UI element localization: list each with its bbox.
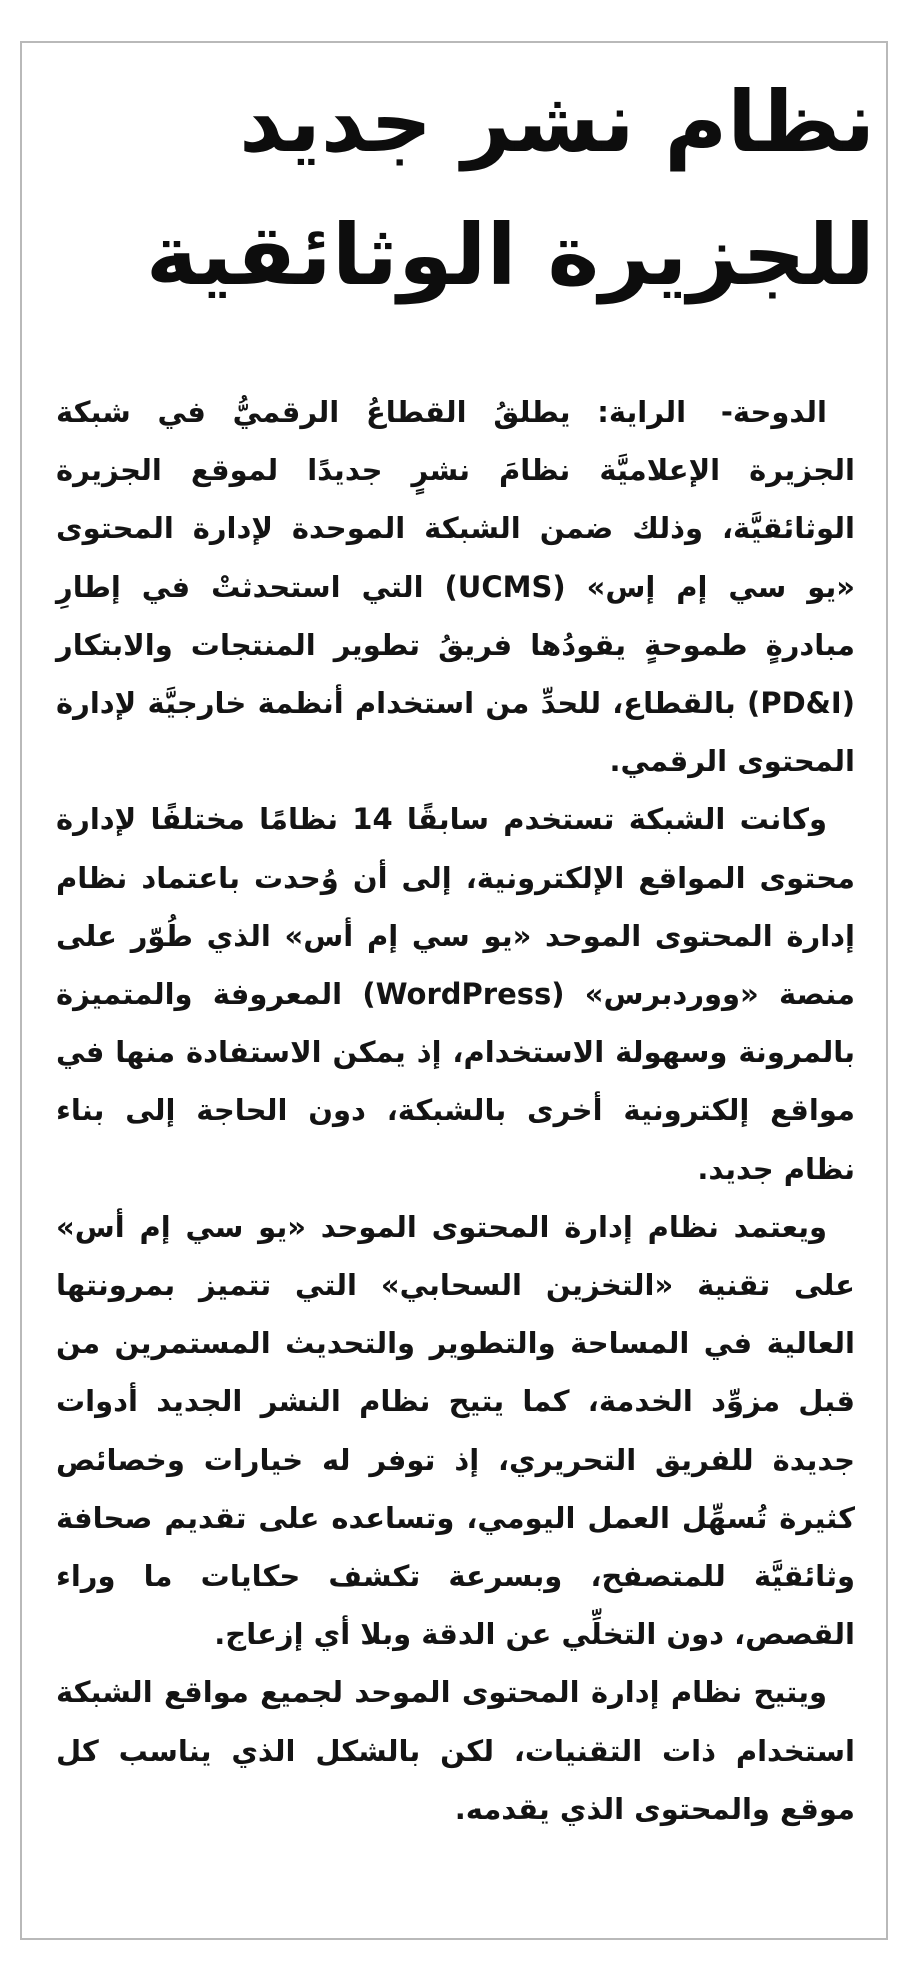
article-headline xyxy=(78,56,875,322)
dateline: الدوحة- xyxy=(720,395,827,429)
article-paragraph-3: ويعتمد نظام إدارة المحتوى الموحد «يو سي إم أس» على تقنية «التخزين السحابي» التي تتميز بمرونتها العالية في المساحة والتطوير والتحديث المستمرين من قبل مزوِّد الخدمة، كما يتيح نظام النشر الجديد أدوات جديدة للفريق التحريري، إذ توفر له خيارات وخصائص كثيرة تُسهِّل العمل اليومي، وتساعده على تقديم صحافة وثائقيَّة للمتصفح، وبسرعة تكشف حكايات ما وراء القصص، دون التخلِّي عن الدقة وبلا أي إزعاج. xyxy=(56,1209,855,1652)
article-paragraph-2: وكانت الشبكة تستخدم سابقًا 14 نظامًا مختلفًا لإدارة محتوى المواقع الإلكترونية، إلى أن وُحدت باعتماد نظام إدارة المحتوى الموحد «يو سي إم أس» الذي طُوّر على منصة «ووردبرس» (WordPress) المعروفة والمتميزة بالمرونة وسهولة الاستخدام، إذ يمكن الاستفادة منها في مواقع إلكترونية أخرى بالشبكة، دون الحاجة إلى بناء نظام جديد. xyxy=(56,802,855,1186)
paragraph-1-text: يطلقُ القطاعُ الرقميُّ في شبكة الجزيرة الإعلاميَّة نظامَ نشرٍ جديدًا لموقع الجزيرة الوثائقيَّة، وذلك ضمن الشبكة الموحدة لإدارة المحتوى «يو سي إم إس» (UCMS) التي استحدثتْ في إطارِ مبادرةٍ طموحةٍ يقودُها فريقُ تطوير المنتجات والابتكار (PD&I) بالقطاع، للحدِّ من استخدام أنظمة خارجيَّة لإدارة المحتوى الرقمي. xyxy=(56,395,855,779)
dateline-spacer xyxy=(686,395,721,429)
source-byline: الراية: xyxy=(597,395,687,429)
article-body xyxy=(56,383,855,1838)
headline-line-1: نظام نشر جديد xyxy=(239,73,875,171)
headline-line-2: للجزيرة الوثائقية xyxy=(145,206,875,304)
article-paragraph-4: ويتيح نظام إدارة المحتوى الموحد لجميع مواقع الشبكة استخدام ذات التقنيات، لكن بالشكل الذي يناسب كل موقع والمحتوى الذي يقدمه. xyxy=(56,1675,855,1826)
article-paragraph-1 xyxy=(56,383,855,790)
